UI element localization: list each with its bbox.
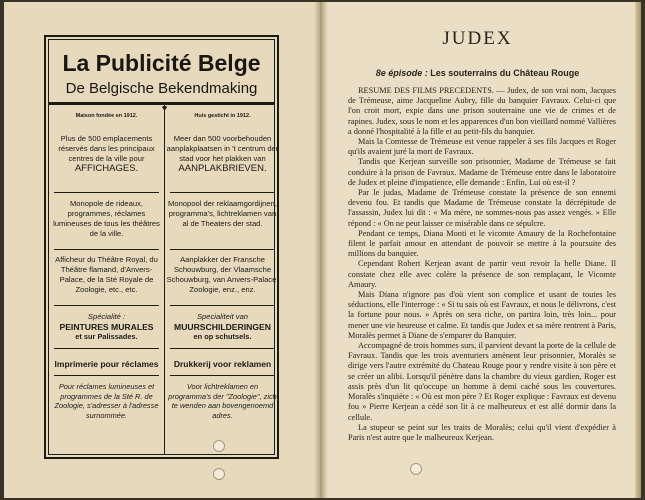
ad-text: Monopool der reklaamgordijnen, programma's, lichtreklamen van al de Theaters der stad. xyxy=(168,199,277,228)
ad-text: Plus de 500 emplacements réservés dans les principaux centres de la ville pour xyxy=(58,134,155,163)
divider xyxy=(54,192,159,193)
ad-printing: Drukkerij voor reklamen xyxy=(173,359,272,369)
ornament-icon: ♥ xyxy=(161,103,168,113)
ad-text: Afficheur du Théâtre Royal, du Théâtre flamand, d'Anvers-Palace, de la Sté Royale de Zoologie, etc., etc. xyxy=(55,255,158,294)
ad-printing: Imprimerie pour réclames xyxy=(54,359,159,369)
divider xyxy=(170,305,275,306)
ad-text: Monopole de rideaux, programmes, réclames lumineuses de tous les théâtres de la ville. xyxy=(53,199,160,238)
episode-title: Les souterrains du Château Rouge xyxy=(430,68,580,78)
paragraph: La stupeur se peint sur les traits de Moralès; celui qu'il vient d'expédier à Paris n'est autre que le malheureux Kerjean. xyxy=(348,422,616,442)
episode-label: 8e épisode : xyxy=(375,68,428,78)
ad-contact-note: Voor lichtreklamen en programma's der "Zoologie", zich te wenden aan bovengenoemd adres. xyxy=(168,382,277,420)
paragraph: Mais la Comtesse de Trémeuse est venue rappeler à ses fils Jacques et Roger qu'ils avaient juré la mort de Favraux. xyxy=(348,137,616,157)
ad-column-dutch xyxy=(166,110,279,420)
ad-subtitle: De Belgische Bekendmaking xyxy=(65,80,258,97)
binding-hole xyxy=(213,440,225,452)
ad-block-monopoly-nl xyxy=(166,199,279,247)
divider xyxy=(54,249,159,250)
ad-speciality: MUURSCHILDERINGEN xyxy=(174,322,271,332)
divider xyxy=(54,375,159,376)
divider xyxy=(170,249,275,250)
paragraph: Tandis que Kerjean surveille son prisonnier, Madame de Trémeuse se fait conduire à la prison de Favraux. Madame de Trémeuse entre dans le laboratoire de Judex et pleine d'impatience, elle demande : Enfin, Lui où est-il ? xyxy=(348,157,616,187)
ad-speciality: PEINTURES MURALES xyxy=(59,322,154,332)
ad-speciality-sub: et sur Palissades. xyxy=(75,332,138,341)
episode-heading xyxy=(318,68,637,78)
binding-hole xyxy=(213,468,225,480)
ad-column-french xyxy=(50,110,163,420)
divider xyxy=(170,192,275,193)
binding-hole xyxy=(410,463,422,475)
ad-column-divider xyxy=(164,105,165,454)
divider xyxy=(170,375,275,376)
ad-contact-note: Pour réclames lumineuses et programmes de la Sté R. de Zoologie, s'adresser à l'adresse surnommée. xyxy=(54,382,159,420)
ad-block-posters-nl xyxy=(166,134,279,190)
divider xyxy=(54,348,159,349)
divider xyxy=(170,348,275,349)
paragraph: RESUME DES FILMS PRECEDENTS. — Judex, de son vrai nom, Jacques de Trémeuse, aime Jacqueline Aubry, fille du banquier Favraux. Celui-ci que l'on croit mort, expie dans une prison souterraine une vie de crimes et de rapines. Judex, sous le nom et les apparences d'un bon vieillard nommé Vallières a donné l'hospitalité à la fille et au petit-fils du banquier. xyxy=(348,86,616,136)
advertisement xyxy=(44,35,279,459)
ad-founded-nl: Huis gesticht in 1912. xyxy=(194,113,251,119)
ad-text: Meer dan 500 voorbehouden aanplakplaatsen in 't centrum der stad voor het plakken van xyxy=(166,134,279,163)
ad-highlight: AANPLAKBRIEVEN. xyxy=(178,163,267,174)
ad-founded-fr: Maison fondée en 1912. xyxy=(75,113,138,119)
paragraph: Mais Diana n'ignore pas d'où vient son complice et usant de toutes les séductions, elle l'interroge : « Si tu sais où est Favraux, et nous le délivrons, c'est la fortune pour nous. » Après on sera riche, on partira loin, très loin... pour mener une vie heureuse et calme. Et tandis que Judex et sa mère rentrent à Paris, Moralès permet à Diane de s'emparer du Banquier. xyxy=(348,290,616,340)
paragraph: Pendant ce temps, Diana Monti et le vicomte Amaury de la Rochefontaine filent le parfait amour en attendant de pouvoir se mettre à la poursuite des millions du banquier. xyxy=(348,228,616,259)
page-title: JUDEX xyxy=(442,28,513,49)
paragraph: Accompagné de trois hommes surs, il parvient devant la porte de la cellule de Favraux. Tandis que les trois aventuriers amènent leur prisonnier, Moralès se dirige vers l'autre extrémité du Chateau Rouge pour y rendre visite à son père et se créer un alibi. Lorsqu'il pénètre dans la chambre du vieux gardien, Roger est assis près d'un lit qu'occupe un homme à demi caché sous les couvertures. Moralès s'inquiète : « Où est mon père ? Et Roger explique : Favraux est devenu fou » Pierre Kerjean a cédé son lit à ce malheureux et est allé dormir dans la cellule. xyxy=(348,341,616,422)
ad-highlight: AFFICHAGES. xyxy=(74,163,139,174)
ad-speciality-label: Specialiteit van xyxy=(196,312,249,321)
advertisement-frame xyxy=(48,39,279,455)
divider xyxy=(54,305,159,306)
paragraph: Cependant Robert Kerjean avant de partir veut revoir la belle Diane. Il constate chez elle avec colère la présence de son remplaçant, le Vicomte Amaury. xyxy=(348,259,616,289)
ad-block-theatres-fr xyxy=(50,255,163,303)
ad-block-posters-fr xyxy=(50,134,163,190)
ad-speciality-label: Spécialité : xyxy=(87,312,126,321)
synopsis-text xyxy=(348,86,616,443)
ad-block-theatres-nl xyxy=(166,255,279,303)
ad-block-monopoly-fr xyxy=(50,199,163,247)
paragraph: Par le judas, Madame de Trémeuse constate la présence de son ennemi devenu fou. Et tandis que Madame de Trémeuse constate la décrépitude de l'assassin, Judex lui dit : « Ma mère, ne sommes-nous pas assez vengés. » Elle répond : « On ne peut laisser ce misérable dans ce sépulcre. xyxy=(348,188,616,228)
ad-text: Aanplakker der Fransche Schouwburg, der Vlaamsche Schouwburg, van Anvers-Palace, Zoologie, enz., enz. xyxy=(166,255,279,294)
ad-speciality-sub: en op schutsels. xyxy=(193,332,252,341)
ad-title: La Publicité Belge xyxy=(62,50,261,76)
